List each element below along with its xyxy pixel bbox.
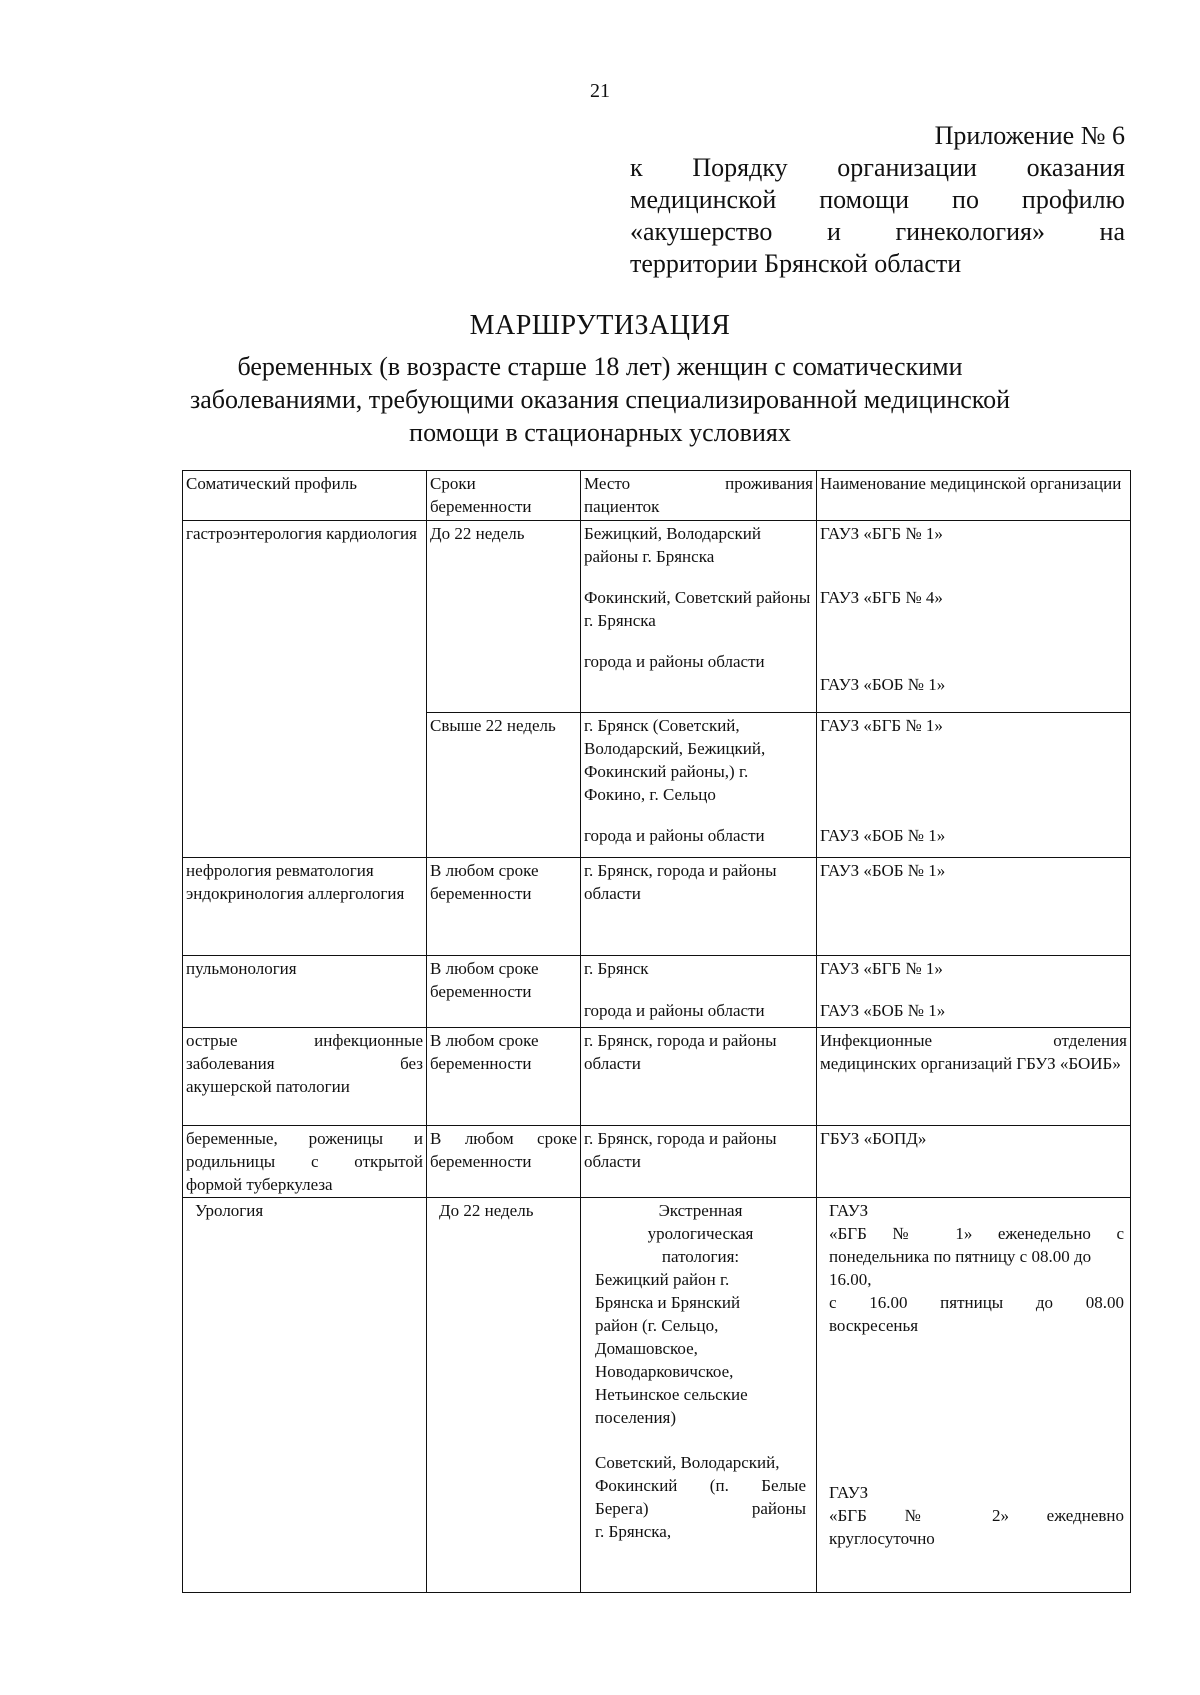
cell-profile: нефрология ревматология эндокринология аллергология <box>183 858 427 956</box>
appendix-line: медицинской помощи по профилю <box>630 185 1125 214</box>
cell-org <box>817 1198 1131 1593</box>
cell-term: До 22 недель <box>427 521 581 713</box>
header-profile: Соматический профиль <box>183 471 427 521</box>
cell-org <box>817 521 1131 713</box>
document-subtitle: беременных (в возрасте старше 18 лет) женщин с соматическими заболеваниями, требующими оказания специализированной медицинской помощи в стационарных условиях <box>189 352 1011 447</box>
appendix-block <box>630 120 1125 280</box>
cell-org <box>817 1028 1131 1126</box>
place-text: Советский, Володарский, <box>595 1453 780 1472</box>
table-row <box>183 1028 1131 1126</box>
place-text: г. Брянска, <box>595 1522 672 1541</box>
cell-place <box>581 713 817 858</box>
place-text: Бежицкий район г. Брянска и Брянский район (г. Сельцо, Домашовское, Новодарковичское, Нетьинское сельские поселения) <box>595 1270 748 1427</box>
routing-table <box>182 470 1131 1593</box>
cell-place <box>581 521 817 713</box>
cell-org: ГБУЗ «БОПД» <box>817 1126 1131 1198</box>
page-number: 21 <box>590 80 610 102</box>
cell-term: В любом сроке беременности <box>427 858 581 956</box>
cell-place: г. Брянск, города и районы области <box>581 1028 817 1126</box>
cell-org <box>817 956 1131 1028</box>
cell-term: В любом сроке беременности <box>427 956 581 1028</box>
cell-profile: гастроэнтерология кардиология <box>183 521 427 858</box>
cell-term: В любом сроке беременности <box>427 1028 581 1126</box>
org-text: ГАУЗ «БГБ № 1» <box>820 716 943 735</box>
appendix-line: территории Брянской области <box>630 249 962 278</box>
cell-profile: пульмонология <box>183 956 427 1028</box>
place-text: города и районы области <box>584 1001 765 1020</box>
appendix-line: к Порядку организации оказания <box>630 153 1125 182</box>
cell-term <box>427 1126 581 1198</box>
header-residence-a: Место проживания <box>584 474 813 493</box>
header-residence <box>581 471 817 521</box>
profile-text: акушерской патологии <box>186 1077 350 1096</box>
cell-place <box>581 956 817 1028</box>
org-heading: ГАУЗ <box>829 1201 869 1220</box>
org-heading: ГАУЗ <box>829 1483 869 1502</box>
table-row <box>183 521 1131 713</box>
org-text: «БГБ № 1» еженедельно с <box>829 1224 1124 1243</box>
place-text: г. Брянск <box>584 959 649 978</box>
org-text: ГАУЗ «БОБ № 1» <box>820 1001 946 1020</box>
header-residence-b: пациенток <box>584 497 660 516</box>
table-row <box>183 956 1131 1028</box>
profile-text: заболевания без <box>186 1054 423 1073</box>
table-row <box>183 858 1131 956</box>
org-text: ГАУЗ «БГБ № 4» <box>820 588 943 607</box>
org-text: ГАУЗ «БОБ № 1» <box>820 826 946 845</box>
org-text: понедельника по пятницу с 08.00 до 16.00, <box>829 1247 1092 1289</box>
place-text: города и районы области <box>584 826 765 845</box>
profile-text: родильницы с открытой <box>186 1152 423 1171</box>
org-text: Инфекционные отделения <box>820 1031 1127 1050</box>
cell-org <box>817 713 1131 858</box>
place-text: Берега) районы <box>595 1499 806 1518</box>
org-text: «БГБ № 2» ежедневно <box>829 1506 1124 1525</box>
term-text: В любом сроке <box>430 1129 577 1148</box>
profile-text: беременные, роженицы и <box>186 1129 423 1148</box>
org-text: круглосуточно <box>829 1529 935 1548</box>
term-text: беременности <box>430 1152 532 1171</box>
org-text: медицинских организаций ГБУЗ «БОИБ» <box>820 1054 1121 1073</box>
cell-place: г. Брянск, города и районы области <box>581 858 817 956</box>
cell-profile <box>183 1126 427 1198</box>
profile-text: формой туберкулеза <box>186 1175 333 1194</box>
table-header-row <box>183 471 1131 521</box>
cell-place: г. Брянск, города и районы области <box>581 1126 817 1198</box>
header-term: Сроки беременности <box>427 471 581 521</box>
org-text: с 16.00 пятницы до 08.00 <box>829 1293 1124 1312</box>
appendix-line: «акушерство и гинекология» на <box>630 217 1125 246</box>
document-title: МАРШРУТИЗАЦИЯ <box>469 310 731 341</box>
appendix-title: Приложение № 6 <box>934 121 1125 150</box>
place-heading: Экстренная урологическая патология: <box>647 1201 754 1266</box>
place-text: Фокинский, Советский районы г. Брянска <box>584 588 811 630</box>
cell-term: До 22 недель <box>427 1198 581 1593</box>
cell-profile <box>183 1028 427 1126</box>
place-text: города и районы области <box>584 652 765 671</box>
org-text: ГАУЗ «БГБ № 1» <box>820 959 943 978</box>
org-text: ГАУЗ «БОБ № 1» <box>820 675 946 694</box>
header-org: Наименование медицинской организации <box>817 471 1131 521</box>
org-text: ГАУЗ «БГБ № 1» <box>820 524 943 543</box>
place-text: Фокинский (п. Белые <box>595 1476 806 1495</box>
org-text: воскресенья <box>829 1316 919 1335</box>
table-row <box>183 1198 1131 1593</box>
cell-org: ГАУЗ «БОБ № 1» <box>817 858 1131 956</box>
cell-place <box>581 1198 817 1593</box>
place-text: Бежицкий, Володарский районы г. Брянска <box>584 524 762 566</box>
profile-text: острые инфекционные <box>186 1031 423 1050</box>
cell-term: Свыше 22 недель <box>427 713 581 858</box>
table-row <box>183 1126 1131 1198</box>
place-text: г. Брянск (Советский, Володарский, Бежицкий, Фокинский районы,) г. Фокино, г. Сельцо <box>584 716 766 804</box>
cell-profile: Урология <box>183 1198 427 1593</box>
